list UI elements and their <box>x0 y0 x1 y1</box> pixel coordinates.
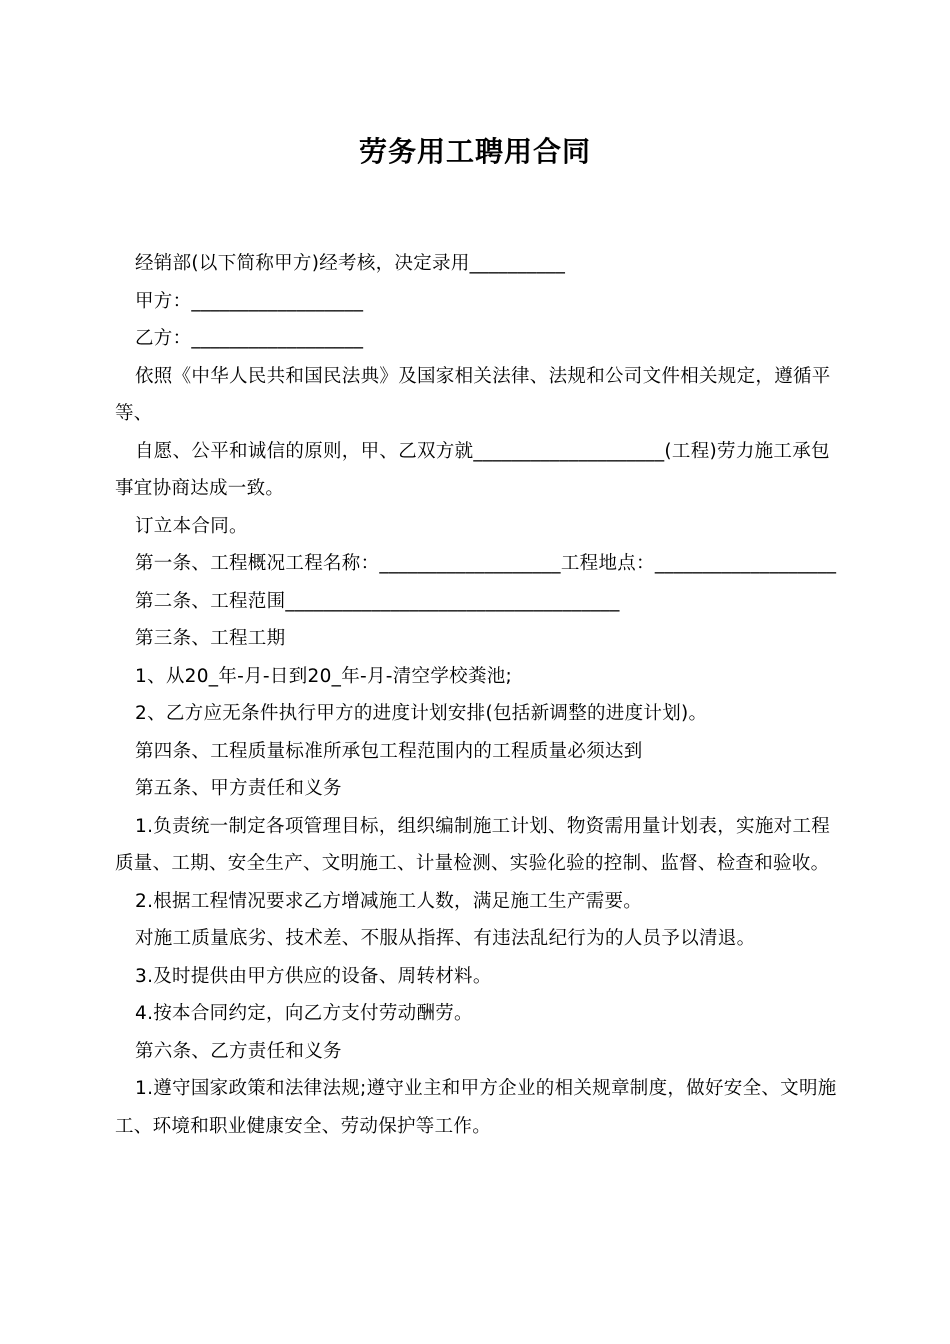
paragraph-party-b: 乙方：__________________ <box>135 328 364 349</box>
article-4-quality-standard: 第四条、工程质量标准所承包工程范围内的工程质量必须达到 <box>135 740 643 762</box>
article-3-project-period: 第三条、工程工期 <box>135 628 286 649</box>
paragraph-principles: 自愿、公平和诚信的原则，甲、乙双方就____________________(工程)劳力施工承包事宜协商达成一致。 <box>115 440 830 499</box>
article-5-item-4: 4.按本合同约定，向乙方支付劳动酬劳。 <box>135 1003 473 1024</box>
document-title: 劳务用工聘用合同 <box>358 135 591 168</box>
article-5-item-3: 3.及时提供由甲方供应的设备、周转材料。 <box>135 965 492 987</box>
article-5-party-a-duties: 第五条、甲方责任和义务 <box>135 778 342 799</box>
paragraph-party-a: 甲方：__________________ <box>135 290 364 312</box>
article-3-item-1: 1、从20_年-月-日到20_年-月-清空学校粪池; <box>135 665 513 687</box>
article-5-item-1: 1.负责统一制定各项管理目标，组织编制施工计划、物资需用量计划表，实施对工程质量、工期、安全生产、文明施工、计量检测、实验化验的控制、监督、检查和验收。 <box>115 815 831 874</box>
paragraph-employment-decision: 经销部(以下简称甲方)经考核，决定录用__________ <box>135 253 566 274</box>
article-3-item-2: 2、乙方应无条件执行甲方的进度计划安排(包括新调整的进度计划)。 <box>135 703 708 724</box>
article-6-party-b-duties: 第六条、乙方责任和义务 <box>135 1040 342 1062</box>
paragraph-legal-basis: 依照《中华人民共和国民法典》及国家相关法律、法规和公司文件相关规定，遵循平等、 <box>115 365 831 424</box>
article-2-project-scope: 第二条、工程范围___________________________________ <box>135 590 620 612</box>
article-5-item-2-continued: 对施工质量底劣、技术差、不服从指挥、有违法乱纪行为的人员予以清退。 <box>135 928 756 949</box>
paragraph-conclude-contract: 订立本合同。 <box>135 515 248 537</box>
article-5-item-2: 2.根据工程情况要求乙方增减施工人数，满足施工生产需要。 <box>135 890 643 912</box>
article-6-item-1: 1.遵守国家政策和法律法规;遵守业主和甲方企业的相关规章制度，做好安全、文明施工、环境和职业健康安全、劳动保护等工作。 <box>115 1078 837 1137</box>
article-1-project-overview: 第一条、工程概况工程名称：___________________工程地点：___________________ <box>135 553 837 574</box>
document-body <box>115 245 837 1145</box>
